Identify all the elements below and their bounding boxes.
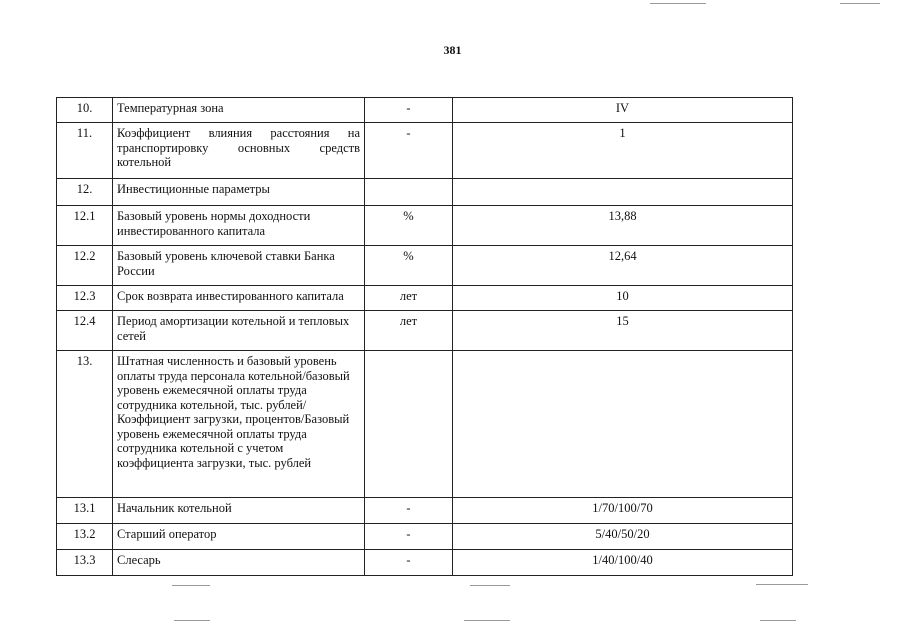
row-unit: лет — [365, 286, 453, 311]
row-unit — [365, 179, 453, 206]
row-name: Температурная зона — [113, 98, 365, 123]
table-row — [57, 246, 793, 286]
row-name: Начальник котельной — [113, 498, 365, 524]
row-value: 12,64 — [453, 246, 793, 286]
row-name: Инвестиционные параметры — [113, 179, 365, 206]
row-unit: - — [365, 98, 453, 123]
row-name: Базовый уровень нормы доходности инвестированного капитала — [113, 206, 365, 246]
row-number: 12. — [57, 179, 113, 206]
row-unit: % — [365, 246, 453, 286]
row-value: 5/40/50/20 — [453, 524, 793, 550]
table-row — [57, 524, 793, 550]
scan-artifact — [172, 585, 210, 586]
table-row — [57, 179, 793, 206]
scan-artifact — [760, 620, 796, 621]
page-number: 381 — [443, 43, 462, 57]
row-value: 1 — [453, 123, 793, 179]
row-name: Штатная численность и базовый уровень оплаты труда персонала котельной/базовый уровень ежемесячной оплаты труда сотрудника котельной, тыс. рублей/Коэффициент загрузки, процентов/Базовый уровень ежемесячной оплаты труда сотрудника котельной с учетом коэффициента загрузки, тыс. рублей — [113, 351, 365, 498]
row-name: Старший оператор — [113, 524, 365, 550]
row-unit — [365, 351, 453, 498]
row-value — [453, 179, 793, 206]
row-value: 1/40/100/40 — [453, 550, 793, 576]
row-unit: - — [365, 498, 453, 524]
row-name: Срок возврата инвестированного капитала — [113, 286, 365, 311]
scan-artifact — [840, 3, 880, 4]
scan-artifact — [470, 585, 510, 586]
table-row — [57, 98, 793, 123]
row-name: Слесарь — [113, 550, 365, 576]
row-number: 12.2 — [57, 246, 113, 286]
table-row — [57, 286, 793, 311]
table-row — [57, 351, 793, 498]
table-row — [57, 498, 793, 524]
row-unit: - — [365, 550, 453, 576]
row-unit: % — [365, 206, 453, 246]
row-number: 12.1 — [57, 206, 113, 246]
row-number: 13. — [57, 351, 113, 498]
row-name: Базовый уровень ключевой ставки Банка России — [113, 246, 365, 286]
row-number: 13.2 — [57, 524, 113, 550]
row-value — [453, 351, 793, 498]
row-number: 13.1 — [57, 498, 113, 524]
row-unit: - — [365, 524, 453, 550]
row-number: 12.4 — [57, 311, 113, 351]
scan-artifact — [650, 3, 706, 4]
row-value: 13,88 — [453, 206, 793, 246]
row-unit: - — [365, 123, 453, 179]
row-value: 15 — [453, 311, 793, 351]
parameters-table — [56, 97, 793, 576]
scan-artifact — [756, 584, 808, 585]
row-name: Коэффициент влияния расстояния на транспортировку основных средств котельной — [113, 123, 365, 179]
table-row — [57, 311, 793, 351]
table-row — [57, 206, 793, 246]
row-number: 13.3 — [57, 550, 113, 576]
table-row — [57, 123, 793, 179]
row-number: 10. — [57, 98, 113, 123]
row-unit: лет — [365, 311, 453, 351]
row-number: 11. — [57, 123, 113, 179]
scan-artifact — [174, 620, 210, 621]
row-name: Период амортизации котельной и тепловых сетей — [113, 311, 365, 351]
row-number: 12.3 — [57, 286, 113, 311]
row-value: 1/70/100/70 — [453, 498, 793, 524]
scan-artifact — [464, 620, 510, 621]
row-value: 10 — [453, 286, 793, 311]
row-value: IV — [453, 98, 793, 123]
table-row — [57, 550, 793, 576]
